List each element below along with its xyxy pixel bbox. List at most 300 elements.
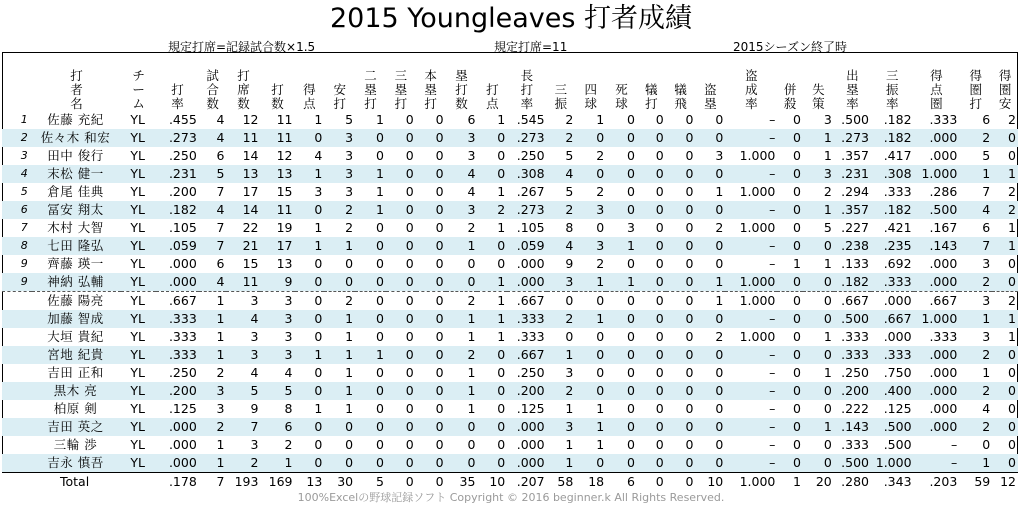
stat-cell: 3 — [226, 346, 260, 364]
stat-cell: 0 — [803, 346, 834, 364]
stat-cell: 0 — [666, 418, 696, 436]
stat-cell: – — [725, 129, 777, 147]
stat-cell: 0 — [376, 220, 384, 235]
team-code: YL — [121, 382, 156, 400]
stat-cell: .000 — [516, 437, 545, 452]
stat-cell: 0 — [405, 220, 414, 235]
team-code: YL — [121, 165, 156, 183]
stat-cell: 2 — [823, 184, 832, 199]
team-code: YL — [130, 329, 145, 344]
stat-cell: 0 — [386, 346, 416, 364]
stat-cell: 1 — [345, 365, 354, 380]
stat-cell: 4 — [199, 129, 227, 147]
stat-cell: .333 — [168, 329, 197, 344]
stat-cell: 3 — [575, 237, 606, 255]
batting-order-number — [2, 418, 32, 436]
stat-cell: 0 — [467, 437, 476, 452]
stat-cell: 2 — [1008, 293, 1016, 308]
stat-cell: 2 — [959, 273, 992, 292]
stat-cell: 0 — [685, 220, 694, 235]
stat-cell: .105 — [516, 220, 545, 235]
batting-order-number: 9 — [2, 273, 32, 292]
team-code: YL — [121, 273, 156, 292]
stat-cell: 6 — [982, 112, 991, 127]
stat-cell: 0 — [627, 256, 635, 271]
stat-cell: 1 — [199, 346, 227, 364]
stat-cell: 7 — [959, 237, 992, 255]
stat-cell: .227 — [841, 220, 869, 235]
stat-cell: 1 — [467, 329, 476, 344]
total-stat-cell: .178 — [156, 473, 199, 491]
stat-cell: 1 — [982, 365, 991, 380]
stat-cell: 0 — [777, 382, 803, 400]
total-stat-cell: 0 — [416, 473, 446, 491]
stat-cell: – — [725, 382, 777, 400]
stat-cell: 1 — [547, 454, 576, 473]
stat-cell: 4 — [314, 148, 323, 163]
stat-cell: 0 — [497, 401, 506, 416]
stat-cell: 0 — [435, 256, 444, 271]
stat-cell: 0 — [637, 454, 666, 473]
stat-cell: 0 — [497, 437, 506, 452]
stat-cell: 1 — [596, 401, 605, 416]
stat-cell: 1 — [1008, 329, 1016, 344]
stat-cell: 0 — [792, 184, 801, 199]
team-code: YL — [130, 148, 145, 163]
stat-cell: 2 — [959, 346, 992, 364]
stat-cell: 0 — [685, 148, 694, 163]
stat-cell: 0 — [386, 165, 416, 183]
stat-cell: .000 — [156, 273, 199, 292]
stat-cell: .059 — [156, 237, 199, 255]
player-name: 吉永 慎吾 — [32, 454, 121, 473]
total-label: Total — [2, 473, 156, 491]
stat-cell: 2 — [992, 201, 1018, 219]
stat-cell: 12 — [242, 112, 259, 127]
stat-cell: 0 — [575, 129, 606, 147]
stat-cell: 14 — [242, 148, 259, 163]
stat-cell: 0 — [627, 329, 635, 344]
stat-cell: .200 — [834, 382, 871, 400]
stat-cell: 3 — [250, 329, 259, 344]
header-row — [2, 53, 1018, 111]
stat-cell: 11 — [226, 273, 260, 292]
team-code: YL — [130, 401, 145, 416]
stat-cell: 1 — [477, 310, 507, 328]
stat-cell: 1 — [260, 454, 294, 473]
stat-cell: 0 — [1008, 256, 1016, 271]
stat-cell: .231 — [834, 165, 871, 183]
stat-cell: 0 — [685, 184, 694, 199]
column-header: 打 率 — [171, 82, 184, 111]
stat-cell: 22 — [242, 220, 259, 235]
stat-cell: 7 — [226, 418, 260, 436]
stat-cell: .235 — [871, 237, 914, 255]
player-row — [2, 346, 1018, 364]
batting-order-number: 3 — [20, 149, 28, 162]
stat-cell: .421 — [883, 220, 912, 235]
team-code: YL — [130, 293, 145, 308]
stat-cell: 4 — [284, 365, 293, 380]
column-header: 得 圏 打 — [969, 68, 983, 111]
stat-cell: 3 — [216, 401, 225, 416]
stat-cell: 0 — [386, 310, 416, 328]
stat-cell: 0 — [666, 310, 696, 328]
stat-cell: .417 — [883, 148, 912, 163]
stat-cell: 3 — [982, 293, 991, 308]
stat-cell: 5 — [823, 220, 832, 235]
stat-cell: 0 — [314, 437, 323, 452]
stat-cell: 0 — [355, 418, 386, 436]
stat-cell: 0 — [715, 365, 724, 380]
stat-cell: .125 — [168, 401, 197, 416]
stat-cell: 0 — [477, 346, 507, 364]
stat-cell: 0 — [792, 112, 801, 127]
stat-cell: 0 — [435, 401, 444, 416]
stat-cell: 0 — [666, 201, 696, 219]
stat-cell: 1 — [216, 293, 225, 308]
stat-cell: 0 — [405, 148, 414, 163]
stat-cell: .200 — [168, 184, 197, 199]
stat-cell: 0 — [405, 329, 414, 344]
stat-cell: 6 — [467, 112, 476, 127]
player-row — [2, 418, 1018, 436]
column-header: 併 殺 — [783, 82, 797, 111]
stat-cell: 4 — [199, 201, 227, 219]
stat-cell: .308 — [507, 165, 546, 183]
total-stat-cell: .207 — [507, 473, 546, 491]
player-name: 吉田 正和 — [47, 365, 104, 380]
stat-cell: 1 — [324, 382, 355, 400]
stat-cell: .333 — [841, 437, 869, 452]
stat-cell: 0 — [992, 418, 1018, 436]
stat-cell: 1 — [1008, 220, 1016, 235]
stat-cell: 1.000 — [739, 184, 776, 199]
stat-cell: 0 — [777, 237, 803, 255]
stat-cell: 1 — [959, 165, 992, 183]
stat-cell: .273 — [507, 201, 546, 219]
total-stat-cell: 10 — [695, 473, 725, 491]
player-name: 柏原 剣 — [53, 401, 98, 416]
stat-cell: 0 — [477, 382, 507, 400]
stat-cell: 2 — [547, 201, 576, 219]
stat-cell: 0 — [596, 293, 605, 308]
stat-cell: 0 — [596, 329, 605, 344]
stat-cell: 0 — [435, 329, 444, 344]
stat-cell: 0 — [666, 165, 696, 183]
stat-cell: 2 — [216, 365, 225, 380]
stat-cell: 0 — [627, 184, 635, 199]
stat-cell: 0 — [376, 329, 384, 344]
stat-cell: 0 — [1008, 401, 1016, 416]
stat-cell: .308 — [871, 165, 914, 183]
stat-cell: 0 — [416, 165, 446, 183]
batting-order-number — [2, 382, 32, 400]
stat-cell: 17 — [242, 184, 259, 199]
stat-cell: 1 — [216, 329, 225, 344]
total-stat-cell: 59 — [959, 473, 992, 491]
stat-cell: 3 — [324, 129, 355, 147]
stat-cell: .286 — [929, 184, 958, 199]
stat-cell: 0 — [777, 273, 803, 292]
stat-cell: – — [769, 437, 776, 452]
stat-cell: .143 — [834, 418, 871, 436]
stat-cell: 1 — [467, 401, 476, 416]
batting-stats-table — [2, 53, 1018, 490]
stat-cell: 1 — [803, 201, 834, 219]
stat-cell: 7 — [982, 184, 991, 199]
stat-cell: .250 — [841, 365, 869, 380]
stat-cell: .133 — [841, 256, 869, 271]
stat-cell: .250 — [516, 148, 545, 163]
stat-cell: .267 — [516, 184, 545, 199]
column-header: 三 振 — [554, 82, 568, 111]
stat-cell: 0 — [637, 201, 666, 219]
column-header: 得 圏 安 — [998, 68, 1012, 111]
stat-cell: 0 — [685, 401, 694, 416]
stat-cell: 0 — [695, 310, 725, 328]
stat-cell: 0 — [655, 148, 664, 163]
stat-cell: 1 — [715, 293, 724, 308]
stat-cell: – — [725, 237, 777, 255]
stat-cell: 0 — [606, 165, 637, 183]
stat-cell: 0 — [295, 418, 325, 436]
stat-cell: 3 — [575, 201, 606, 219]
stat-cell: .000 — [168, 437, 197, 452]
stat-cell: – — [769, 112, 776, 127]
player-name: 佐藤 陽亮 — [47, 293, 104, 308]
stat-cell: 0 — [314, 365, 323, 380]
stat-cell: 0 — [655, 401, 664, 416]
stat-cell: 0 — [405, 293, 414, 308]
player-name: 冨安 翔太 — [32, 201, 121, 219]
stat-cell: 2 — [565, 112, 574, 127]
stat-cell: 0 — [606, 418, 637, 436]
copyright-footer: 100%Excelの野球記録ソフト Copyright © 2016 beginner.k All Rights Reserved. — [297, 491, 725, 504]
stat-cell: 19 — [276, 220, 293, 235]
stat-cell: 4 — [216, 112, 225, 127]
total-stat-cell: 20 — [803, 473, 834, 491]
stat-cell: – — [769, 401, 776, 416]
stat-cell: 0 — [992, 454, 1018, 473]
stat-cell: 1 — [345, 401, 354, 416]
stat-cell: 4 — [959, 201, 992, 219]
stat-cell: 0 — [386, 418, 416, 436]
player-row — [2, 364, 1018, 382]
stat-cell: 0 — [405, 437, 414, 452]
stat-cell: 1 — [314, 401, 323, 416]
stat-cell: 0 — [295, 273, 325, 292]
stat-cell: 3 — [284, 329, 293, 344]
player-row — [2, 454, 1018, 473]
stat-cell: 6 — [260, 418, 294, 436]
stat-cell: 0 — [497, 365, 506, 380]
stat-cell: 3 — [565, 365, 574, 380]
stat-cell: 0 — [1008, 365, 1016, 380]
stat-cell: .333 — [834, 346, 871, 364]
total-stat-cell: 35 — [446, 473, 478, 491]
stat-cell: 3 — [547, 418, 576, 436]
stat-cell: 0 — [695, 454, 725, 473]
player-name: 木村 大智 — [47, 220, 104, 235]
batting-order-number: 9 — [20, 257, 28, 270]
stat-cell: 0 — [655, 256, 664, 271]
stat-cell: .667 — [168, 293, 197, 308]
stat-cell: 1 — [355, 165, 386, 183]
stat-cell: .000 — [168, 256, 197, 271]
stat-cell: 11 — [260, 129, 294, 147]
stat-cell: 8 — [565, 220, 574, 235]
stat-cell: .333 — [507, 310, 546, 328]
stat-cell: 0 — [685, 329, 694, 344]
stat-cell: 1 — [324, 310, 355, 328]
stat-cell: 0 — [695, 237, 725, 255]
stat-cell: .500 — [871, 418, 914, 436]
stat-cell: 0 — [695, 165, 725, 183]
stat-cell: 2 — [446, 346, 478, 364]
player-name: 黒木 亮 — [32, 382, 121, 400]
stat-cell: 0 — [497, 256, 506, 271]
stat-cell: .182 — [871, 201, 914, 219]
stat-cell: 0 — [606, 129, 637, 147]
stat-cell: 0 — [314, 293, 323, 308]
player-name: 末松 健一 — [32, 165, 121, 183]
stat-cell: 0 — [695, 418, 725, 436]
column-header: 盗 塁 — [704, 82, 717, 111]
player-row — [2, 111, 1018, 129]
header-cell-no — [2, 53, 32, 111]
stat-cell: 1 — [295, 237, 325, 255]
stat-cell: .000 — [914, 382, 960, 400]
stat-cell: 3 — [314, 184, 323, 199]
stat-cell: 0 — [637, 418, 666, 436]
stat-cell: 0 — [637, 129, 666, 147]
stat-cell: .143 — [914, 237, 960, 255]
stat-cell: 0 — [666, 273, 696, 292]
stat-cell: 0 — [416, 129, 446, 147]
stat-cell: – — [769, 365, 776, 380]
stat-cell: 2 — [467, 220, 476, 235]
column-header: 打 者 名 — [70, 68, 83, 111]
stat-cell: .000 — [883, 293, 912, 308]
stat-cell: 0 — [345, 437, 354, 452]
stat-cell: .333 — [841, 329, 869, 344]
stat-cell: 0 — [477, 237, 507, 255]
stat-cell: 9 — [260, 273, 294, 292]
stat-cell: .182 — [156, 201, 199, 219]
stat-cell: 1 — [992, 165, 1018, 183]
regulation-value: 規定打席=11 — [494, 40, 568, 54]
stat-cell: 0 — [575, 346, 606, 364]
stat-cell: 1 — [575, 273, 606, 292]
stat-cell: 3 — [467, 148, 476, 163]
team-code: YL — [130, 184, 145, 199]
batting-order-number: 6 — [2, 201, 32, 219]
stat-cell: 0 — [655, 112, 664, 127]
stat-cell: 1 — [345, 329, 354, 344]
player-row — [2, 273, 1018, 292]
total-row — [2, 473, 1018, 491]
stat-cell: 0 — [446, 418, 478, 436]
stat-cell: 0 — [435, 148, 444, 163]
stat-cell: .294 — [841, 184, 869, 199]
batting-order-number — [2, 364, 32, 382]
stat-cell: .400 — [871, 382, 914, 400]
stat-cell: 11 — [260, 201, 294, 219]
stat-cell: 0 — [666, 382, 696, 400]
total-stat-cell: 6 — [606, 473, 637, 491]
column-header: 二 塁 打 — [364, 68, 377, 111]
stat-cell: 0 — [376, 437, 384, 452]
stat-cell: 1 — [216, 437, 225, 452]
stat-cell: – — [725, 346, 777, 364]
stat-cell: 9 — [250, 401, 259, 416]
stat-cell: 0 — [405, 184, 414, 199]
stat-cell: 0 — [416, 454, 446, 473]
stat-cell: 1 — [575, 418, 606, 436]
stat-cell: 0 — [565, 293, 574, 308]
stat-cell: 0 — [666, 346, 696, 364]
stat-cell: .333 — [871, 346, 914, 364]
total-stat-cell: 7 — [199, 473, 227, 491]
stat-cell: 5 — [260, 382, 294, 400]
stat-cell: 0 — [792, 148, 801, 163]
batting-order-number: 5 — [20, 185, 28, 198]
column-header: 盗 成 率 — [745, 68, 758, 111]
stat-cell: 0 — [376, 365, 384, 380]
stat-cell: .182 — [871, 129, 914, 147]
season-end-note: 2015シーズン終了時 — [733, 40, 847, 54]
stat-cell: 0 — [405, 256, 414, 271]
total-stat-cell: 169 — [260, 473, 294, 491]
stat-cell: 0 — [477, 165, 507, 183]
batting-order-number: 1 — [20, 113, 28, 126]
stat-cell: 1 — [606, 273, 637, 292]
stat-cell: 0 — [685, 112, 694, 127]
stat-cell: 0 — [324, 273, 355, 292]
stat-cell: 0 — [324, 454, 355, 473]
stat-cell: 1 — [823, 329, 832, 344]
stat-cell: 0 — [992, 382, 1018, 400]
stat-cell: .000 — [507, 273, 546, 292]
stat-cell: 0 — [792, 220, 801, 235]
stat-cell: 0 — [355, 129, 386, 147]
stat-cell: 2 — [1008, 112, 1016, 127]
column-header: 長 打 率 — [520, 68, 534, 111]
stat-cell: .000 — [156, 418, 199, 436]
column-header: 塁 打 数 — [455, 68, 468, 111]
stat-cell: 3 — [284, 293, 293, 308]
stat-cell: 4 — [446, 165, 478, 183]
stat-cell: 2 — [199, 418, 227, 436]
stat-cell: 1 — [803, 129, 834, 147]
player-row — [2, 219, 1018, 237]
stat-cell: 0 — [376, 256, 384, 271]
stat-cell: 0 — [467, 256, 476, 271]
player-name: 加藤 智成 — [32, 310, 121, 328]
stat-cell: 0 — [627, 437, 635, 452]
stat-cell: 1 — [355, 346, 386, 364]
column-header: 死 球 — [615, 82, 628, 111]
column-header: 本 塁 打 — [424, 68, 437, 111]
batting-order-number — [2, 400, 32, 418]
player-name: 神納 弘輔 — [32, 273, 121, 292]
column-header: 打 席 数 — [237, 68, 250, 111]
stat-cell: .000 — [507, 454, 546, 473]
stat-cell: 0 — [376, 293, 384, 308]
stat-cell: 0 — [295, 454, 325, 473]
team-code: YL — [121, 129, 156, 147]
